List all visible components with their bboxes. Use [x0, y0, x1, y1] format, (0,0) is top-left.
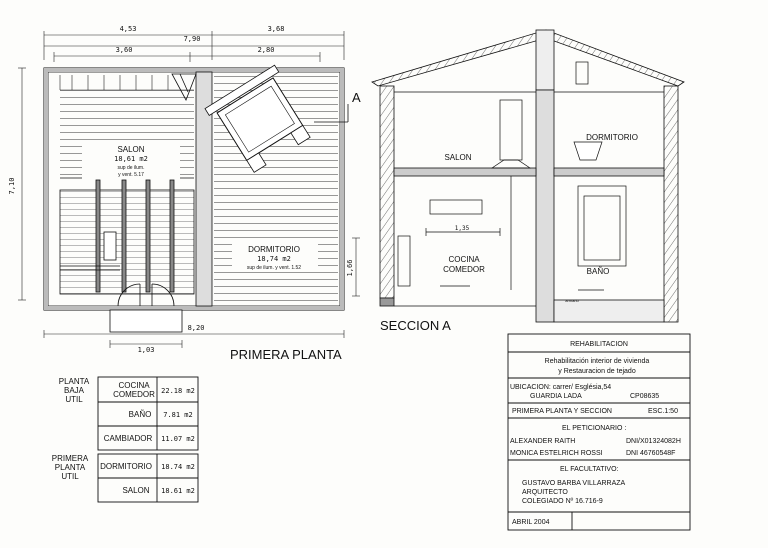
row-cocina-name-2: COMEDOR	[113, 390, 155, 399]
tb-scale: ESC.1:50	[648, 408, 678, 415]
dim-overall: 7,90	[183, 35, 201, 43]
salon-name: SALON	[117, 145, 145, 154]
group1-line1: PLANTA	[58, 377, 90, 386]
tb-desc-2: y Restauracion de tejado	[558, 368, 636, 375]
row-cambiador-value: 11.07 m2	[161, 435, 195, 443]
roof	[372, 30, 684, 90]
row-cambiador-name: CAMBIADOR	[103, 434, 153, 443]
section-drawing	[372, 30, 684, 333]
tb-date: ABRIL 2004	[512, 519, 550, 526]
dim-top-right: 3,68	[267, 25, 285, 33]
title-block	[508, 334, 690, 530]
dim-side: 7,10	[8, 177, 16, 195]
tb-petitioner-header: EL PETICIONARIO :	[562, 425, 627, 432]
section-small-label: armario	[565, 298, 579, 303]
tb-architect-1: GUSTAVO BARBA VILLARRAZA	[522, 480, 626, 487]
dormitorio-area: 18,74 m2	[257, 255, 291, 263]
tb-petitioner-2-name: MONICA ESTELRICH ROSSI	[510, 450, 603, 457]
tb-architect-header: EL FACULTATIVO:	[560, 466, 619, 473]
row-cocina-name-1: COCINA	[118, 381, 150, 390]
dim-top-left: 4,53	[119, 25, 137, 33]
row-salon-value: 18.61 m2	[161, 487, 195, 495]
dim-bottom: 8,20	[187, 324, 205, 332]
tb-architect-2: ARQUITECTO	[522, 489, 568, 496]
section-bano-label: BAÑO	[586, 267, 610, 276]
salon-note-1: sup de ilum.	[117, 165, 145, 171]
floor-plan	[8, 25, 361, 362]
section-dormitorio-label: DORMITORIO	[586, 133, 638, 142]
group1-line2: BAJA	[63, 386, 85, 395]
tb-architect-3: COLEGIADO Nº 16.716-9	[522, 498, 603, 505]
row-salon-name: SALON	[122, 486, 150, 495]
tb-petitioner-1-name: ALEXANDER RAITH	[510, 438, 576, 445]
section-title: SECCION A	[380, 318, 451, 333]
tb-desc-1: Rehabilitación interior de vivienda	[544, 358, 650, 365]
group2-line1: PRIMERA	[51, 454, 89, 463]
row-dormitorio-name: DORMITORIO	[100, 462, 152, 471]
dormitorio-note: sup de ilum. y vent. 1.52	[246, 265, 302, 271]
section-walls	[380, 86, 678, 322]
tb-location-1: UBICACION: carrer/ Església,54	[510, 384, 612, 391]
tb-petitioner-2-id: DNI 46760548F	[626, 450, 676, 457]
row-bano-value: 7.81 m2	[163, 411, 193, 419]
dim-inner-left: 3,60	[115, 46, 133, 54]
section-dim-width: 1,35	[454, 225, 470, 232]
dormitorio-label-block	[232, 242, 318, 272]
tb-petitioner-1-id: DNI/X01324082H	[626, 438, 681, 445]
section-cocina-label: COCINA	[448, 255, 480, 264]
row-bano-name: BAÑO	[128, 410, 152, 419]
section-marker-label: A	[352, 90, 361, 105]
tb-sheet: PRIMERA PLANTA Y SECCION	[512, 408, 612, 415]
salon-label-block	[82, 143, 180, 179]
group1-line3: UTIL	[65, 395, 83, 404]
salon-note-2: y vent. 5.17	[118, 172, 144, 178]
plan-title: PRIMERA PLANTA	[230, 347, 342, 362]
section-salon-label: SALON	[444, 153, 472, 162]
dim-door: 1,03	[137, 346, 155, 354]
areas-table	[52, 377, 198, 502]
tb-header: REHABILITACION	[570, 341, 628, 348]
salon-area: 18,61 m2	[114, 155, 148, 163]
tb-cp: CP08635	[630, 393, 660, 400]
dim-section-height: 1,66	[346, 259, 354, 277]
dormitorio-name: DORMITORIO	[248, 245, 300, 254]
group2-line2: PLANTA	[54, 463, 86, 472]
section-comedor-label: COMEDOR	[443, 265, 485, 274]
group2-line3: UTIL	[61, 472, 79, 481]
dim-inner-right: 2,80	[257, 46, 275, 54]
salon-lower-structure	[60, 178, 194, 294]
tb-location-2: GUARDIA LADA	[530, 393, 582, 400]
row-cocina-value: 22.18 m2	[161, 387, 195, 395]
row-dormitorio-value: 18.74 m2	[161, 463, 195, 471]
